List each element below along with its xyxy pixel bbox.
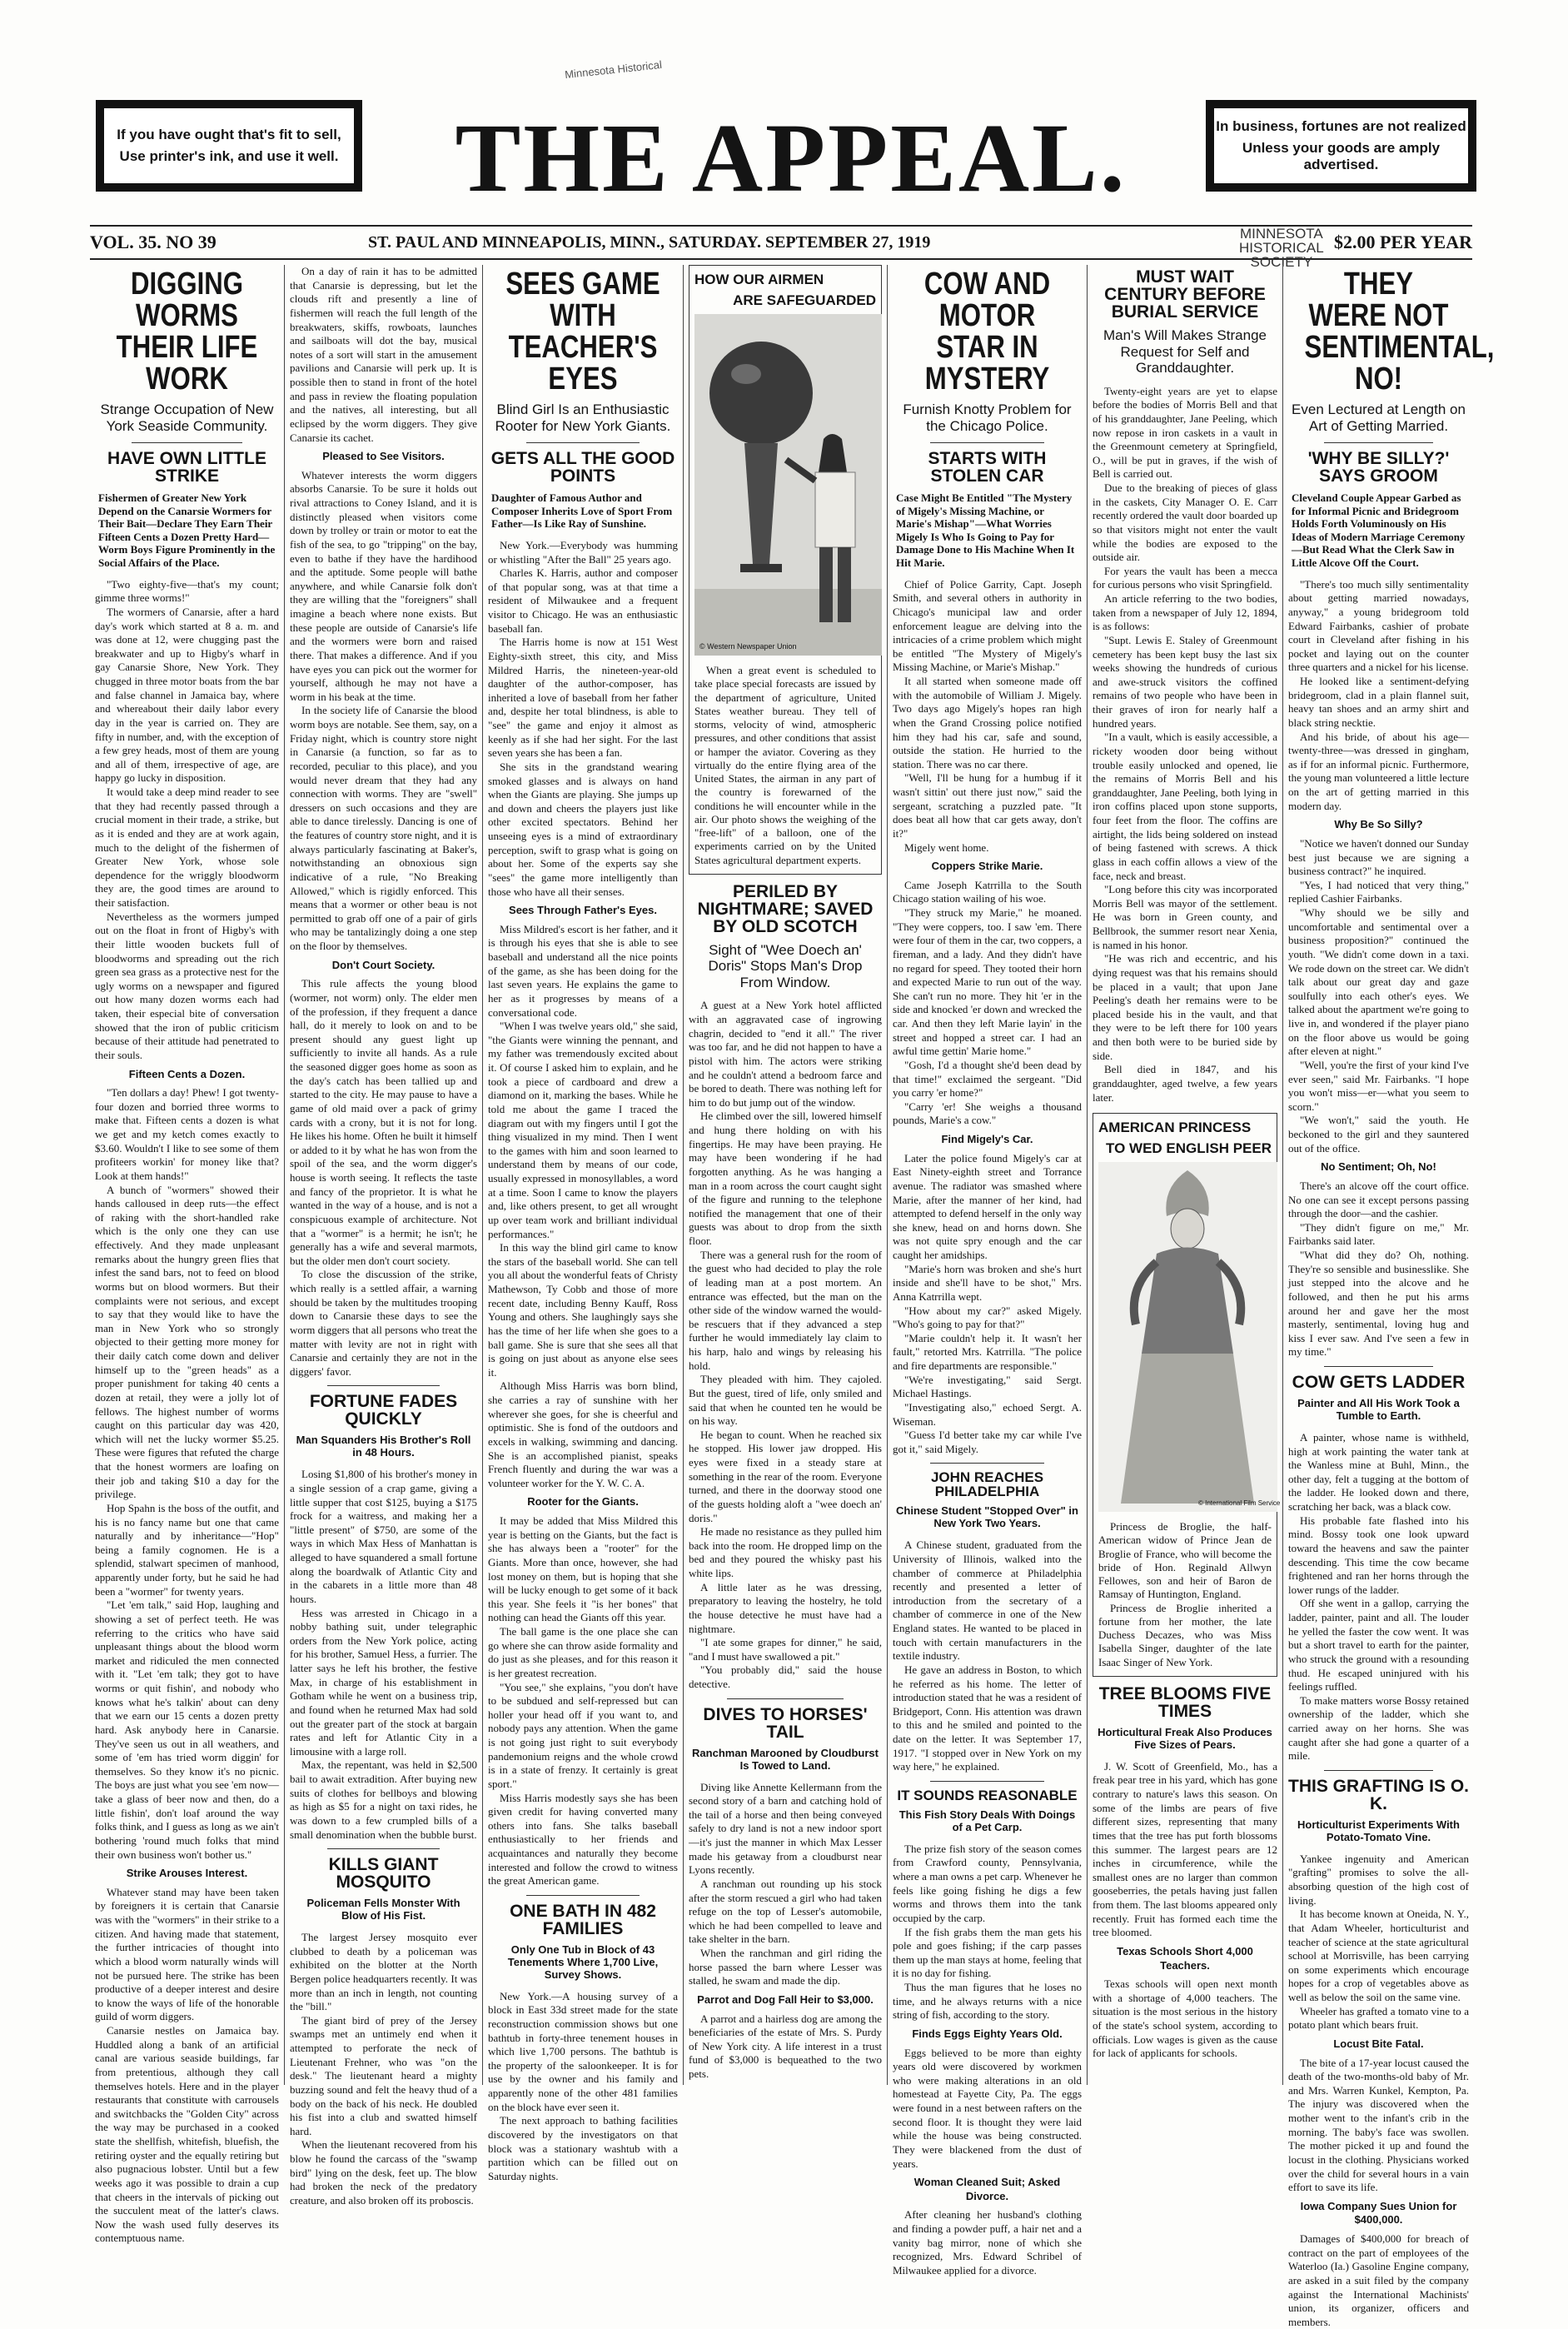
rule (930, 442, 1043, 443)
headline: JOHN REACHES PHILADELPHIA (930, 1469, 1044, 1500)
column-6 (1087, 265, 1282, 2085)
paragraph: Damages of $400,000 for breach of contract on the part of employees of the Waterloo (Ia.) Gasoline Engine company, are asked in a suit filed by the company against the International Machinists' union, its organizer, officers and members. (1288, 2232, 1469, 2328)
paragraph: "Why should we be silly and uncomfortable and sentimental over a business proposition?" continued the youth. "We didn't come down in a taxi. We rode down on the street car. We didn't talk about our great day and gaze soulfully into each other's eyes. We talked about the apartment we're going to live in, and wondered if the player piano on the floor above us would be going after eleven at night." (1288, 906, 1469, 1058)
subhead: GETS ALL THE GOOD POINTS (490, 449, 675, 486)
paragraph: "Gosh, I'd a thought she'd been dead by that time!" exclaimed the sergeant. "Did you carry 'er home?" (893, 1058, 1082, 1100)
place-date: ST. PAUL AND MINNEAPOLIS, MINN., SATURDAY. SEPTEMBER 27, 1919 (368, 232, 931, 252)
headline: IT SOUNDS REASONABLE (897, 1787, 1078, 1803)
paragraph: There's an alcove off the court office. No one can see it except persons passing through the door—and the cashier. (1288, 1179, 1469, 1220)
article-kills-mosquito (290, 1856, 477, 2207)
subhead: Why Be So Silly? (1334, 818, 1423, 831)
paragraph: "We won't," said the youth. He beckoned to the girl and they sauntered out of the office. (1288, 1114, 1469, 1155)
paragraph: "Carry 'er! She weighs a thousand pounds, Marie's a cow." (893, 1100, 1082, 1127)
subhead: Iowa Company Sues Union for $400,000. (1300, 2199, 1457, 2227)
paragraph: An article referring to the two bodies, taken from a newspaper of July 12, 1894, is as follows: (1093, 592, 1277, 633)
article-body (290, 1468, 477, 1842)
paragraph: And his bride, of about his age—twenty-three—was dressed in gingham, as if for an informal picnic. Furthermore, the young man volunteered a little lecture on the art of getting married in this modern day. (1288, 730, 1469, 812)
paragraph: He gave an address in Boston, to which he referred as his home. The letter of introduction stated that he was a resident of Bridgeport, Conn. His attention was drawn to this and he smiled and pointed to the date on the letter. It was September 17, 1917. "I stopped over in New York on my way here," he explained. (893, 1663, 1082, 1773)
paragraph: "Two eighty-five—that's my count; gimme three worms!" (95, 577, 279, 605)
paragraph: New York.—Everybody was humming or whistling "After the Ball" 25 years ago. (488, 538, 678, 566)
headline: TREE BLOOMS FIVE TIMES (1098, 1683, 1272, 1721)
article-body (893, 1539, 1082, 1774)
rule (930, 1463, 1043, 1464)
paragraph: "Supt. Lewis E. Staley of Greenmount cemetery has been kept busy the last six weeks showing the hundreds of curious and awe-struck visitors the coffined remains of two people who have been in their graves of iron for nearly half a hundred years. (1093, 633, 1277, 730)
article-body (290, 1931, 477, 2208)
article-sees-game (488, 268, 678, 1888)
paragraph: "When I was twelve years old," she said, "the Giants were winning the pennant, and my father was tremendously excited about it. Of course I asked him to explain, and he took a piece of cardboard and drew a diamond on it, marking the bases. While he told me about the game I traced the diagram out with my fingers until I got the thing visualized in my mind. Then I went to the games with him and soon learned to understand them by means of our code, usually expressed in monosyllables, a word at a time. Soon I came to know the players and, like others present, to get all wrought up over team work and brilliant individual performances." (488, 1020, 678, 1240)
paragraph: J. W. Scott of Greenfield, Mo., has a freak pear tree in his yard, which has gone contrary to nature's laws this season. On some of the limbs are pears of five different sizes, representing that many times that the tree has put forth blossoms this summer. The largest pears are 12 inches in circumference, while the smallest ones are no larger than common gooseberries, the petals having just fallen from them. The last blooms appeared only recently. Fruit has formed each time the tree bloomed. (1093, 1759, 1277, 1939)
subhead: Strike Arouses Interest. (126, 1867, 248, 1880)
paragraph: He began to count. When he reached six he stopped. His lower jaw dropped. His eyes were fixed in a steady stare at something in the rear of the room. Everyone turned, and there in the doorway stood one of the guests holding aloft a "wee doech an' doris." (689, 1428, 882, 1524)
headline-line-1: AMERICAN PRINCESS (1098, 1120, 1252, 1136)
paragraph: The prize fish story of the season comes from Crawford county, Pennsylvania, where a man owns a pet carp. Whenever he feels like going fishing he digs a few worms and throws them into the tank occupied by the carp. (893, 1842, 1082, 1924)
paragraph: Max, the repentant, was held in $2,500 bail to await extradition. After buying new suits of clothes for bellboys and blowing as high as $5 for a night on taxi rides, he was down to a few crumpled bills of a small denomination when the bubble burst. (290, 1758, 477, 1841)
article-body (1288, 1431, 1469, 1763)
paragraph: "Ten dollars a day! Phew! I got twenty-four dozen and borried three worms to make that. Fifteen cents a dozen is what we get and my ketch comes exactly to $3.60. Wouldn't I like to see some of them profiteers workin' for money like that? Look at them hands!" (95, 1086, 279, 1182)
deck: Chinese Student "Stopped Over" in New York Two Years. (896, 1504, 1078, 1530)
article-body (1288, 1853, 1469, 2329)
paragraph: "Guess I'd better take my car while I've got it," said Migely. (893, 1429, 1082, 1455)
paragraph: For years the vault has been a mecca for curious persons who visit Springfield. (1093, 564, 1277, 591)
paragraph: Eggs believed to be more than eighty years old were discovered by workmen who were making alterations in an old homestead at Fayette City, Pa. The eggs were found in a nest between rafters on the second floor. It is thought they were laid while the house was being constructed. They were blackened from the dust of years. (893, 2046, 1082, 2170)
deck: Horticulturist Experiments With Potato-Tomato Vine. (1297, 1818, 1460, 1843)
article-fortune-fades (290, 1393, 477, 1842)
paragraph: "Long before this city was incorporated Morris Bell was mayor of the settlement. He was born in Green county, and Bellbrook, the summer resort near Xenia, is named in his honor. (1093, 883, 1277, 951)
summary: Cleveland Couple Appear Garbed as for Informal Picnic and Bridegroom Holds Forth Voluminously on His Ideas of Modern Marriage Ceremony—But Read What the Clerk Saw in Little Alcove Off the Court. (1292, 491, 1466, 570)
paragraph: A Chinese student, graduated from the University of Illinois, walked into the chamber of commerce at Philadelphia recently and presented a letter of introduction from the secretary of a chamber of commerce in one of the New England states. He wanted to be placed in touch with certain manufacturers in the textile industry. (893, 1539, 1082, 1663)
deck: Ranchman Marooned by Cloudburst Is Towed to Land. (692, 1746, 879, 1772)
headline: THEY WERE NOT SENTIMENTAL, NO! (1304, 267, 1495, 396)
paragraph: In the society life of Canarsie the blood worm boys are notable. See them, say, on a Friday night, which is country store night in Canarsie (a function, so far as to recorded, peculiar to this place), and you would never dream that they had any connection with worms. They are "swell" dressers on such occasions and they are able to dance tirelessly. Dancing is one of the features of country store night, and it is always particularly fascinating at Baker's, notwithstanding an obnoxious sign indicative of a rule, "No Breaking Allowed," which is rigidly enforced. This means that a wormer or other beau is not permitted to grab off one of a pair of girls who may be tantalizingly doing a one step on the floor by themselves. (290, 704, 477, 952)
paragraph: To close the discussion of the strike, which really is a settled affair, a warning should be taken by the multitudes trooping down to Canarsie these days to see the worm diggers that all persons who treat the matter with levity are not in right with Canarsie and certainly they are not in the diggers' favor. (290, 1268, 477, 1378)
headline: KILLS GIANT MOSQUITO (328, 1855, 439, 1893)
rule (930, 1781, 1043, 1782)
paragraph: "They didn't figure on me," Mr. Fairbanks said later. (1288, 1220, 1469, 1248)
paragraph: Hop Spahn is the boss of the outfit, and his is no fancy name but one that came naturally and by inheritance—"Hop" being a family cognomen. He is a splendid, stalwart specimen of manhood, apparently under forty, but he said he had been a "wormer" for twenty years. (95, 1501, 279, 1598)
paragraph: "What did they do? Oh, nothing. They're so sensible and businesslike. She just stepped into the alcove and he followed, and then he put his arms around her and gave her the most masterly, sentimental, loving hug and kiss I ever saw. And I've seen a few in my time." (1288, 1249, 1469, 1359)
rule (1324, 442, 1432, 443)
article-dives (689, 1706, 882, 2082)
paragraph: A bunch of "wormers" showed their hands calloused in deep ruts—the effect of raking with the short-handled rake which is the only one they can use effectively. And they made unpleasant remarks about the hungry green flies that infest the sand bars, not to feed on blood worms but on blood wormers. But their complaints were not serious, and except to say that they would like to have the man in New York who so strongly objected to their getting more money for their daily catch come down and deliver himself up to the "green heads" as a proper punishment for taking 40 cents a dozen at retail, they were a jolly lot of fellows. The highest number of worms caught on this particular day was 420, which will net the lucky wormer $5.25. These were figures that refuted the charge that the honest wormers are loafing on their job and taking $10 a day for the privilege. (95, 1183, 279, 1501)
rule (1324, 1366, 1432, 1367)
paragraph: Wheeler has grafted a tomato vine to a potato plant which bears fruit. (1288, 2004, 1469, 2032)
paragraph: A parrot and a hairless dog are among the beneficiaries of the estate of Mrs. S. Purdy of New York city. A life interest in a trust fund of $3,000 is bequeathed to the two pets. (689, 2012, 882, 2081)
paragraph: "He was rich and eccentric, and his dying request was that his remains should be placed in a vault; that upon Jane Peeling's death her remains were to be placed beside his in the vault, and that they were to be left there for 100 years and then both were to be buried side by side. (1093, 952, 1277, 1062)
paragraph: Chief of Police Garrity, Capt. Joseph Smith, and several others in authority in Chicago's municipal law and order enforcement league are delving into the intricacies of a crime problem which might be entitled "The Mystery of Migely's Missing Machine, or Marie's Mishap." (893, 577, 1082, 674)
article-body (1093, 385, 1277, 1105)
article-body (488, 1990, 678, 2184)
headline: PERILED BY NIGHTMARE; SAVED BY OLD SCOTCH (697, 881, 874, 936)
article-must-wait (1093, 268, 1277, 1105)
rule (526, 1895, 640, 1896)
deck: Strange Occupation of New York Seaside Community. (100, 401, 274, 434)
paragraph: It has become known at Oneida, N. Y., that Adam Wheeler, horticulturist and teacher of science at the state agricultural school at Morrisville, has been carrying on some experiments which encourage hopes for a crop of vegetables above as well as below the soil on the same vine. (1288, 1908, 1469, 2004)
article-john-reaches (893, 1470, 1082, 1774)
column-3 (482, 265, 683, 2182)
column-2 (284, 265, 482, 2207)
headline: SEES GAME WITH TEACHER'S EYES (505, 267, 660, 396)
article-one-bath (488, 1903, 678, 2184)
subhead: Locust Bite Fatal. (1333, 2037, 1424, 2050)
paragraph: "Well, I'll be hung for a humbug if it wasn't sittin' out there just now," said the sergeant, scratching a puzzled pate. "It does beat all how that car gets away, don't it?" (893, 771, 1082, 840)
paragraph: A painter, whose name is withheld, high at work painting the water tank at the Wanless mine at Buhl, Minn., the other day, felt a tugging at the bottom of the ladder. He looked down and there, scratching her back, was a black cow. (1288, 1430, 1469, 1514)
stamp-line-3: SOCIETY (1250, 254, 1313, 270)
paragraph: A guest at a New York hotel afflicted with an aggravated case of ingrowing chagrin, decided to "end it all." The river was too far, and he did not happen to have a pistol with him. The actors were striking and he couldn't attend a bedroom farce and be bored to death. There was nothing left for him to do but jump out of the window. (689, 999, 882, 1109)
paragraph: "There's too much silly sentimentality about getting married nowadays, anyway," a young bridegroom told Edward Fairbanks, cashier of probate court in Cleveland after fishing in his pocket and laying out on the counter three quarters and a nickel for his license. (1288, 577, 1469, 674)
paragraph: Diving like Annette Kellermann from the second story of a barn and catching hold of the tail of a horse and then being conveyed safely to dry land is not a new indoor sport—it's just the manner in which Max Lesser made his getaway from a cloudburst near Lyons recently. (689, 1780, 882, 1877)
paragraph: On a day of rain it has to be admitted that Canarsie is depressing, but let the clouds rift and presently a line of fishermen will reach the full length of the breakwaters, skiffs, rowboats, launches and sailboats will dot the bay, musical notes of a sort will start in the amusement pavilions and Canarsie will perk up. It is possible then to stand in front of the hotel and pass in review the floating population and the natives, all interesting, but all eclipsed by the worm diggers. They give Canarsie its cachet. (290, 265, 477, 444)
article-body (1093, 1760, 1277, 2061)
article-grafting (1288, 1778, 1469, 2329)
paragraph: The wormers of Canarsie, after a hard day's work which started at 8 a. m. and was done at 12, were chugging past the breakwater and up to Higby's wharf in gay Canarsie Shore, New York. They chugged in three motor boats from the bar and false channel in Jamaica bay, where and whereabout their daily labor every day in the year is carried on. They are fifty in number, and, with the exception of a few grey heads, most of them are young and all of them, irrespective of age, are happy go lucky in disposition. (95, 605, 279, 785)
deck: Painter and All His Work Took a Tumble to Earth. (1297, 1397, 1460, 1422)
subhead: Fifteen Cents a Dozen. (128, 1067, 246, 1080)
subhead: Rooter for the Giants. (527, 1495, 639, 1509)
article-cow-ladder (1288, 1374, 1469, 1763)
paragraph: She sits in the grandstand wearing smoked glasses and is always on hand when the Giants are playing. She jumps up and down and cheers the players just like other excited spectators. Behind her unseeing eyes is a mind of extraordinary perception, swift to grasp what is going on about her. Some of the experts say she "sees" the game more intelligently than those who have all their senses. (488, 760, 678, 898)
paragraph: It may be added that Miss Mildred this year is betting on the Giants, but the fact is she has always been a "rooter" for the Giants. More than once, however, she had lost money on them, but is hoping that she will be lucky enough to get some of it back this year. She feels it "is her bones" that nothing can head the Giants off this year. (488, 1514, 678, 1624)
paragraph: This rule affects the young blood (wormer, not worm) only. The elder men of the profession, if they frequent a dance hall, do it merely to look on and to be present should any guest light up sufficiently to invite all hands. As a rule the seasoned digger goes home as soon as the day's catch has been tallied up and started to the city. He may pause to have a game of old maid over a pack of grimy cards with a crony, but it is not for long. He likes his home. Often he built it himself or added to it by what he has won from the spoil of the sea, and the worm digger's house is worth seeing. It reflects the taste and fancy of the proprietor. It is what he wanted in the way of a house, and is not a conspicuous example of architecture. Not that a "wormer" is a hermit; he isn't; he generally has a wife and several marmots, but the older men don't court society. (290, 977, 477, 1267)
ear-right-line-1: In business, fortunes are not realized (1216, 118, 1466, 134)
article-tree-blooms (1093, 1685, 1277, 2061)
rule (327, 1385, 440, 1386)
rule (1324, 1770, 1432, 1771)
deck: This Fish Story Deals With Doings of a Pet Carp. (898, 1808, 1076, 1833)
paragraph: Migely went home. (904, 840, 989, 854)
article-body (689, 1781, 882, 2082)
paragraph: "Well, you're the first of your kind I've ever seen," said Mr. Fairbanks. "I hope you won't miss—er—what you seem to scorn." (1288, 1058, 1469, 1113)
deck: Man's Will Makes Strange Request for Self and Granddaughter. (1103, 327, 1267, 377)
paragraph: Later the police found Migely's car at East Ninety-eighth street and Torrance avenue. The radiator was smashed where Marie, after the manner of her kind, had attempted to defend herself in the only way she knew, head on and horns down. She was not quite spry enough and the car caught her amidships. (893, 1151, 1082, 1262)
paragraph: When the ranchman and girl riding the horse passed the barn where Lesser was stalled, he swam and made the dip. (689, 1947, 882, 1987)
paragraph: The largest Jersey mosquito ever clubbed to death by a policeman was exhibited on the blotter at the North Bergen police headquarters recently. It was more than an inch in length, not counting the "bill." (290, 1931, 477, 2013)
summary: Fishermen of Greater New York Depend on the Canarsie Wormers for Their Bait—Declare They Earn Their Fifteen Cents a Dozen Pretty Hard—Worm Boys Figure Prominently in the Social Affairs of the Place. (98, 491, 276, 570)
ear-right (1206, 100, 1476, 192)
paragraph: Whatever stand may have been taken by foreigners it is certain that Canarsie was with the "wormers" in their strike to a citizen. And having made that statement, the further intricacies of thought into which a blood worm naturally winds will not be pursued here. The strike has been productive of a deeper interest and desire to know the ways of life of the honorable guild of worm diggers. (95, 1885, 279, 2023)
paragraph: "They struck my Marie," he moaned. "They were coppers, too. I saw 'em. There were four of them in the car, two coppers, a fireman, and a lady. And they didn't have no regard for speed. They tooted their horn and expected Marie to run out of the way. She can't run no more. They hit 'er in the side and knocked 'er down and wrecked the car. And then they left Marie layin' in the street and hopped a street car. I had an awful time gettin' Marie home." (893, 906, 1082, 1058)
column-7 (1282, 265, 1495, 2328)
headline: DIVES TO HORSES' TAIL (703, 1704, 868, 1742)
deck: Horticultural Freak Also Produces Five Sizes of Pears. (1098, 1725, 1272, 1751)
subhead: HAVE OWN LITTLE STRIKE (107, 449, 266, 486)
headline: ONE BATH IN 482 FAMILIES (510, 1901, 656, 1938)
column-1 (90, 265, 284, 2245)
subhead: No Sentiment; Oh, No! (1321, 1160, 1436, 1174)
subhead: Don't Court Society. (331, 958, 436, 971)
paragraph: Miss Mildred's escort is her father, and it is through his eyes that she is able to see baseball and understand all the nice points of the game, as she has been doing for the last seven years. He explains the game to her as it progresses by means of a conversational code. (488, 922, 678, 1019)
subhead: Woman Cleaned Suit; Asked Divorce. (913, 2176, 1061, 2202)
paragraph: He climbed over the sill, lowered himself and hung there holding on with his fingertips. He may have been praying. He may have been wondering if he had forgotten anything. As he was hanging a man in a room across the court caught sight of the figure and running to the telephone notified the management that one of their guests was about to drop from the sixth floor. (689, 1110, 882, 1248)
column-4 (683, 265, 887, 2085)
paragraph: Yankee ingenuity and American "grafting" promises to solve the all-absorbing question of the high cost of living. (1288, 1852, 1469, 1907)
paragraph: "How about my car?" asked Migely. "Who's going to pay for that?" (893, 1304, 1082, 1331)
paragraph: It all started when someone made off with the automobile of William J. Migely. Two days ago Migely's hopes ran high when the Grand Crossing police notified him they had his car, safe and sound, outside the station. He hurried to the station. There was no car there. (893, 675, 1082, 771)
paragraph: Princess de Broglie inherited a fortune from her mother, the late Duchess Decazes, who was Miss Isabella Singer, daughter of the late Isaac Singer of New York. (1098, 1601, 1272, 1668)
photo-credit: © International Film Service (1198, 1499, 1281, 1508)
paragraph: It would take a deep mind reader to see that they had recently passed through a crucial moment in their trade, a strike, but as it is ended and they are at work again, much to the delight of the fishermen of Greater New York, whose sole dependence for the wriggly bloodworm they are, the good times are around to their satisfaction. (95, 785, 279, 910)
historical-society-stamp (1239, 227, 1324, 269)
paragraph: The Harris home is now at 151 West Eighty-sixth street, this city, and Miss Mildred Harris, the nineteen-year-old daughter of the author-composer, has inherited a love of baseball from her father and, despite her total blindness, is able to "see" the game and enjoy it almost as keenly as if she had her sight. For the last seven years she has been a fan. (488, 636, 678, 760)
paragraph: Twenty-eight years are yet to elapse before the bodies of Morris Bell and that of his granddaughter, Jane Peeling, which now repose in iron caskets in a vault in the Greenmount cemetery at Springfield, O., will be put in graves, if the wish of Bell is carried out. (1093, 384, 1277, 481)
article-sounds-reasonable (893, 1788, 1082, 2278)
paragraph: Princess de Broglie, the half-American widow of Prince Jean de Broglie of France, who will become the bride of Hon. Reginald Allwyn Fellowes, son and heir of Baron de Ramsay of Huntington, England. (1098, 1520, 1272, 1601)
paragraph: Texas schools will open next month with a shortage of 4,000 teachers. The situation is the most serious in the history of the state's school system, according to officials. Low wages is given as the cause for lack of applicants for schools. (1093, 1977, 1277, 2060)
paragraph: The next approach to bathing facilities discovered by the investigators on that block was a stationary washtub with a partition which can be filled out on Saturday nights. (488, 2114, 678, 2182)
summary: Case Might Be Entitled "The Mystery of Migely's Missing Machine, or Marie's Mishap"—What Worries Migely Is Who Is Going to Pay for Damage Done to His Machine When It Hit Marie. (896, 491, 1075, 570)
headline: COW GETS LADDER (1292, 1373, 1466, 1393)
rule (526, 442, 640, 443)
paragraph: Charles K. Harris, author and composer of that popular song, was at that time a resident of Milwaukee and a frequent visitor to Chicago. He was an enthusiastic baseball fan. (488, 566, 678, 635)
paragraph: His probable fate flashed into his mind. Bossy took one look upward toward the heavens and saw the painter descending. This time the cow became frightened and ran her horns through the lower rungs of the ladder. (1288, 1514, 1469, 1596)
photo-caption (1098, 1520, 1272, 1669)
paragraph: A little later as he was dressing, preparatory to leaving the hostelry, he told the house detective he must have had a nightmare. (689, 1580, 882, 1635)
article-body-continued (290, 265, 477, 1379)
paragraph: Due to the breaking of pieces of glass in the caskets, City Manager O. E. Carr recently ordered the vault door boarded up so that visitors might not enter the vault while the bodies are exposed to the outside air. (1093, 481, 1277, 564)
paragraph: "Notice we haven't donned our Sunday best just because we are signing a business contract?" he inquired. (1288, 836, 1469, 878)
paragraph: Bell died in 1847, and his granddaughter, aged twelve, a few years later. (1093, 1063, 1277, 1104)
subscription-price: $2.00 PER YEAR (1333, 232, 1472, 252)
subhead: Texas Schools Short 4,000 Teachers. (1117, 1944, 1253, 1972)
rule (132, 442, 242, 443)
paragraph: Canarsie nestles on Jamaica bay. Huddled along a bank of an artificial canal are various seaside buildings, far from pretentious, although they call themselves hotels. Here and in the player restaurants that constitute with carrousels and switchbacks the "Golden City" across the way may be purchased in a cooked state the shellfish, whitefish, bluefish, the retiring oyster and the equally retiring but also pugnacious lobster. Until but a few weeks ago it was possible to drain a cup that cheers in the intervals of picking out the succulent meat of the latter's claws. Now the wash used fully deserves its contemptuous name. (95, 2024, 279, 2245)
paragraph: "Yes, I had noticed that very thing," replied Cashier Fairbanks. (1288, 878, 1469, 905)
headline-line-2: TO WED ENGLISH PEER (1106, 1140, 1272, 1157)
subhead: Finds Eggs Eighty Years Old. (912, 2027, 1063, 2040)
paragraph: Hess was arrested in Chicago in a nobby bathing suit, under telegraphic orders from the New York police, acting for his brother, Samuel Hess, a furrier. The latter says he left his brother, the festive Max, in charge of his establishment in Gotham while he went on a business trip, and found when he returned Max had sold out the greater part of the stock at bargain rates and left for Atlantic City in a limousine with a large roll. (290, 1606, 477, 1758)
subhead: Pleased to See Visitors. (322, 450, 445, 463)
paragraph: "Marie couldn't help it. It wasn't her fault," retorted Mrs. Katrrilla. "The police and fire departments are responsible." (893, 1331, 1082, 1373)
paragraph: After cleaning her husband's clothing and finding a powder puff, a hair net and a vanity bag mirror, none of which she recognized, Mrs. Edward Schribel of Milwaukee applied for a divorce. (893, 2208, 1082, 2277)
paragraph: "Marie's horn was broken and she's hurt inside and she'll have to be shot," Mrs. Anna Katrrilla wept. (893, 1262, 1082, 1303)
summary: Daughter of Famous Author and Composer Inherits Love of Sport From Father—Is Like Ray of Sunshine. (491, 491, 673, 531)
princess-portrait (1098, 1162, 1281, 1512)
paragraph: Came Joseph Katrrilla to the South Chicago station wailing of his woe. (893, 878, 1082, 905)
subhead: Sees Through Father's Eyes. (509, 904, 657, 917)
rule (727, 1698, 843, 1699)
headline-line-2: ARE SAFEGUARDED (733, 292, 876, 308)
subhead: Find Migely's Car. (941, 1133, 1033, 1146)
headline: COW AND MOTOR STAR IN MYSTERY (923, 267, 1051, 396)
newspaper-title: THE APPEAL. (455, 103, 1127, 212)
paragraph: "Investigating also," echoed Sergt. A. Wiseman. (893, 1400, 1082, 1428)
ear-left-line-1: If you have ought that's fit to sell, (117, 127, 341, 142)
paragraph: Whatever interests the worm diggers absorbs Canarsie. To be sure it holds out rival attractions to Coney Island, and it is distinctly pleased when visitors come down by trolley or train or motor to eat the fish of the sea, to go "tripping" on the bay, even to bathe if they have the hardihood and the aptitude. Some people will bathe anywhere, and while Canarsie folk don't they are willing that the "foreigners" shall imagine a beach where none exists. But these people are outside of Canarsie's life and the wormers were born and raised there. That makes a difference. And if you have eyes you can pick out the wormer for yourself, although he may not have a worm in his beak at the time. (290, 468, 477, 703)
paragraph: Thus the man figures that he loses no time, and he always returns with a nice string of fish, according to the story. (893, 1981, 1082, 2022)
paragraph: "We're investigating," said Sergt. Michael Hastings. (893, 1373, 1082, 1400)
paragraph: He made no resistance as they pulled him back into the room. He dropped limp on the bed and they poured the whisky past his white lips. (689, 1525, 882, 1580)
subhead: STARTS WITH STOLEN CAR (928, 449, 1047, 486)
paragraph: The ball game is the one place she can go where she can throw aside formality and do just as she pleases, and for this reason it is her greatest recreation. (488, 1625, 678, 1679)
paragraph: Nevertheless as the wormers jumped out on the float in front of Higby's with their little wooden buckets full of bloodworms and spreading out the rich green sea grass as a protective nest for the ugly worms on a newspaper and figured out how many dozen worms each had taken, their especial bite of conversation showed that the iron of public criticism because of their attitude had penetrated to their souls. (95, 910, 279, 1061)
paragraph: To make matters worse Bossy retained ownership of the ladder, which she carried away on her horns. She was caught after she had gone a quarter of a mile. (1288, 1693, 1469, 1763)
paragraph: Off she went in a gallop, carrying the ladder, painter, paint and all. The louder he yelled the faster the cow went. It was but a short travel to earth for the painter, who struck the ground with a resounding thud. He escaped uninjured with his feelings ruffled. (1288, 1597, 1469, 1693)
headline-line-1: HOW OUR AIRMEN (694, 272, 824, 287)
article-body (893, 1843, 1082, 2278)
paragraph: "I ate some grapes for dinner," he said, "and I must have swallowed a pit." (689, 1636, 882, 1663)
subhead: 'WHY BE SILLY?' SAYS GROOM (1307, 449, 1450, 486)
column-5 (887, 265, 1087, 2277)
library-stamp: Minnesota Historical (564, 57, 663, 82)
deck: Sight of "Wee Doech an' Doris" Stops Man's Drop From Window. (708, 941, 863, 990)
article-airmen (689, 265, 882, 875)
deck: Man Squanders His Brother's Roll in 48 Hours. (296, 1434, 471, 1459)
ear-left-line-2: Use printer's ink, and use it well. (119, 148, 339, 164)
article-not-sentimental (1288, 267, 1495, 1359)
subhead: Parrot and Dog Fall Heir to $3,000. (697, 1992, 874, 2006)
article-body (1288, 578, 1469, 1359)
paragraph: A ranchman out rounding up his stock after the storm rescued a girl who had taken refuge on the top of Lesser's automobile, which he had been compelled to leave and take shelter in the barn. (689, 1877, 882, 1946)
deck: Blind Girl Is an Enthusiastic Rooter for New York Giants. (495, 401, 671, 434)
subhead: Coppers Strike Marie. (931, 860, 1043, 873)
article-digging-worms (95, 268, 279, 2246)
headline: FORTUNE FADES QUICKLY (309, 1392, 458, 1429)
paragraph: "You probably did," said the house detective. (689, 1663, 882, 1691)
article-body (95, 578, 279, 2246)
deck: Furnish Knotty Problem for the Chicago Police. (903, 401, 1072, 434)
article-body (893, 578, 1082, 1457)
article-body (689, 999, 882, 1691)
photo-credit: © Western Newspaper Union (699, 642, 797, 651)
headline: MUST WAIT CENTURY BEFORE BURIAL SERVICE (1104, 267, 1266, 322)
paragraph: New York.—A housing survey of a block in East 33d street made for the state reconstruction commission shows but one bathtub in forty-three tenement houses in which live 1,700 persons. The bathtub is the property of the saloonkeeper. It is for use by the owner and his family and apparently none of the other 481 families on the block have ever seen it. (488, 1989, 678, 2113)
deck: Policeman Fells Monster With Blow of His Fist. (306, 1897, 460, 1923)
paragraph: Losing $1,800 of his brother's money in a single session of a crap game, giving a little supper that cost $125, buying a $175 frock for a waitress, and making her a "little present" of $750, are some of the ways in which Max Hess of Manhattan is alleged to have squandered a small fortune along the boardwalk of Atlantic City and in the cabarets in a little more than 48 hours. (290, 1468, 477, 1605)
deck: Only One Tub in Block of 43 Tenements Where 1,700 Live, Survey Shows. (507, 1942, 659, 1981)
paragraph: Miss Harris modestly says she has been given credit for having converted many others into fans. She talks baseball enthusiastically to her friends and acquaintances and naturally they become interested and follow the crowd to witness the great American game. (488, 1791, 678, 1888)
ear-right-line-2: Unless your goods are amply advertised. (1242, 140, 1441, 172)
paragraph: When a great event is scheduled to take place special forecasts are issued by the department of agriculture, United States weather bureau. They tell of storms, velocity of wind, atmospheric pressures, and other conditions that assist or hamper the aviator. Covering as they virtually do the entire flying area of the United States, the airman in any part of the country is forewarned of the conditions he will encounter while in the air. Our photo shows the weighing of the "free-lift" of a balloon, one of the experiments carried on by the United States agricultural department experts. (694, 664, 876, 866)
paragraph: They pleaded with him. They cajoled. But the guest, tired of life, only smiled and said that when he counted ten he would be on his way. (689, 1373, 882, 1428)
masthead (0, 8, 1568, 221)
paragraph: In this way the blind girl came to know the stars of the baseball world. She can tell you all about the wonderful feats of Christy Mathewson, Ty Cobb and those of more recent date, including Benny Kauff, Ross Young and others. She laughingly says she has the time of her life when she goes to a ball game. She is sure that she sees all that is going on just about as anyone else sees it. (488, 1241, 678, 1379)
article-body (488, 539, 678, 1888)
headline: DIGGING WORMS THEIR LIFE WORK (116, 267, 258, 396)
deck: Even Lectured at Length on Art of Getting Married. (1292, 401, 1466, 434)
paragraph: The giant bird of prey of the Jersey swamps met an untimely end when it attempted to perforate the neck of Lieutenant Frehner, who was "on the desk." The lieutenant heard a mighty buzzing sound and felt the heavy thud of a body on the back of his neck. He doubled his fist into a club and swatted himself hard. (290, 2013, 477, 2137)
headline: THIS GRAFTING IS O. K. (1288, 1776, 1470, 1813)
article-cow-motor (893, 268, 1082, 1456)
stamp-line-2: HISTORICAL (1239, 240, 1324, 256)
article-princess (1093, 1113, 1281, 1677)
rule (327, 1848, 440, 1849)
paragraph: There was a general rush for the room of the guest who had decided to play the role of leading man at a post mortem. An entrance was effected, but the man on the other side of the window warned the would-be rescuers that if they advanced a step further he would immediately lay claim to his harp, halo and wings by releasing his hold. (689, 1248, 882, 1372)
stamp-line-1: MINNESOTA (1239, 226, 1323, 242)
paragraph: "In a vault, which is easily accessible, a rickety wooden door being without trouble easily unlocked and opened, lie the remains of Morris Bell and his granddaughter, Jane Peeling, both lying in iron coffins placed upon stone supports, four feet from the floor. The coffins are airtight, the lids being soldered on instead of being fastened with screws. A thick glass in each coffin allows a view of the face, neck and breast. (1093, 731, 1277, 882)
paragraph: When the lieutenant recovered from his blow he found the carcass of the "swamp bird" lying on the desk, feet up. The blow had broken the neck of the predatory creature, and also broken off its proboscis. (290, 2138, 477, 2207)
volume-number: VOL. 35. NO 39 (90, 232, 217, 252)
paragraph: Although Miss Harris was born blind, she carries a ray of sunshine with her wherever she goes, for she is cheerful and optimistic. She is fond of the outdoors and excels in walking, swimming and dancing. She is an accomplished pianist, speaks French fluently and during the war was a volunteer worker for the Y. W. C. A. (488, 1379, 678, 1489)
photo-caption (694, 664, 876, 867)
paragraph: "You see," she explains, "you don't have to be subdued and self-repressed but can holler your head off if you want to, and nobody pays any attention. When the game is not going just right to suit everybody pandemonium reigns and the whole crowd is in a state of frenzy. It certainly is great sport." (488, 1680, 678, 1790)
ear-left (96, 100, 362, 192)
paragraph: He looked like a sentiment-defying bridegroom, clad in a plain flannel suit, heavy tan shoes and an army shirt and black string necktie. (1288, 675, 1469, 729)
balloon-photo (694, 314, 882, 656)
article-periled (689, 883, 882, 1692)
paragraph: "Let 'em talk," said Hop, laughing and showing a set of perfect teeth. He was referring to the critics who have said unpleasant things about the blood worm market and ridiculed the men connected with it. "Let 'em talk; they got to have worms or quit fishin', and nobody who knows what he's talkin' about can deny that we earn our 15 cents a dozen pretty hard. Ask anybody here in Canarsie. They've seen us out in all weathers, and some of 'em has tried worm diggin' for themselves. So they know it's no picnic. The boys are just what you see 'em now—take a glass of beer now and then, do a little fishin', don't loaf around the way folks think, and I guess as long as we ain't bothering 'round much folks that mind their own business won't bother us." (95, 1598, 279, 1861)
paragraph: The bite of a 17-year locust caused the death of the two-months-old baby of Mr. and Mrs. Warren Kunkel, Kempton, Pa. The injury was discovered when the mother went to the infant's crib in the morning. The baby's face was swollen. The mother picked it up and found the locust in the clothing. Physicians worked over the child for several hours in a vain effort to save its life. (1288, 2056, 1469, 2194)
paragraph: If the fish grabs them the man gets his pole and goes fishing; if the carp passes them up the man stays at home, feeling that it is no day for fishing. (893, 1925, 1082, 1980)
